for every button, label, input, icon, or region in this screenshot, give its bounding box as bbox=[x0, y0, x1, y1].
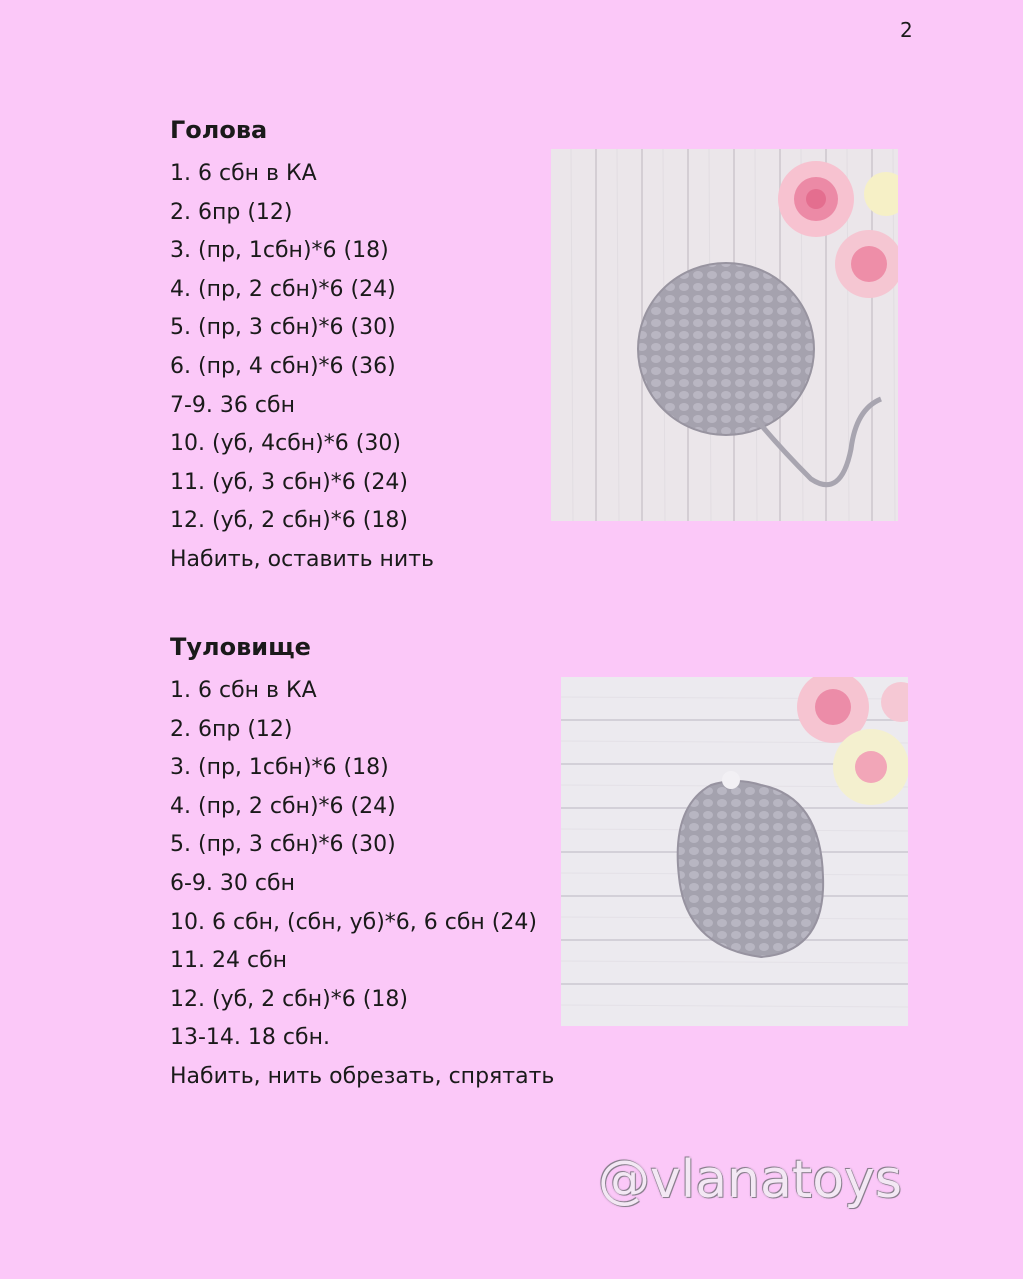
body-row-11: Набить, нить обрезать, спрятать bbox=[170, 1063, 555, 1089]
body-section bbox=[170, 632, 554, 1097]
body-title: Туловище bbox=[170, 633, 311, 661]
body-row-4: 4. (пр, 2 сбн)*6 (24) bbox=[170, 793, 396, 819]
head-row-8: 10. (уб, 4сбн)*6 (30) bbox=[170, 431, 401, 457]
head-photo bbox=[551, 149, 898, 521]
head-row-10: 12. (уб, 2 сбн)*6 (18) bbox=[170, 508, 408, 534]
head-row-2: 2. 6пр (12) bbox=[170, 199, 293, 225]
body-photo bbox=[561, 677, 908, 1026]
body-row-2: 2. 6пр (12) bbox=[170, 716, 293, 742]
head-row-7: 7-9. 36 сбн bbox=[170, 392, 295, 418]
head-title: Голова bbox=[170, 116, 268, 144]
body-row-7: 10. 6 сбн, (сбн, уб)*6, 6 сбн (24) bbox=[170, 909, 537, 935]
watermark-text: @vlanatoys bbox=[598, 1150, 902, 1210]
body-row-10: 13-14. 18 сбн. bbox=[170, 1025, 330, 1051]
body-row-1: 1. 6 сбн в КА bbox=[170, 678, 317, 703]
page-number: 2 bbox=[900, 18, 913, 42]
head-row-6: 6. (пр, 4 сбн)*6 (36) bbox=[170, 353, 396, 379]
body-row-6: 6-9. 30 сбн bbox=[170, 870, 295, 896]
head-row-5: 5. (пр, 3 сбн)*6 (30) bbox=[170, 315, 396, 341]
head-section bbox=[170, 115, 434, 580]
head-rows bbox=[170, 155, 434, 580]
body-rows bbox=[170, 672, 554, 1097]
head-row-1: 1. 6 сбн в КА bbox=[170, 161, 317, 186]
body-row-5: 5. (пр, 3 сбн)*6 (30) bbox=[170, 832, 396, 858]
head-row-11: Набить, оставить нить bbox=[170, 546, 435, 572]
head-row-3: 3. (пр, 1сбн)*6 (18) bbox=[170, 238, 389, 264]
body-row-3: 3. (пр, 1сбн)*6 (18) bbox=[170, 755, 389, 781]
head-row-9: 11. (уб, 3 сбн)*6 (24) bbox=[170, 469, 408, 495]
body-row-9: 12. (уб, 2 сбн)*6 (18) bbox=[170, 986, 408, 1012]
head-row-4: 4. (пр, 2 сбн)*6 (24) bbox=[170, 276, 396, 302]
body-row-8: 11. 24 сбн bbox=[170, 948, 288, 974]
